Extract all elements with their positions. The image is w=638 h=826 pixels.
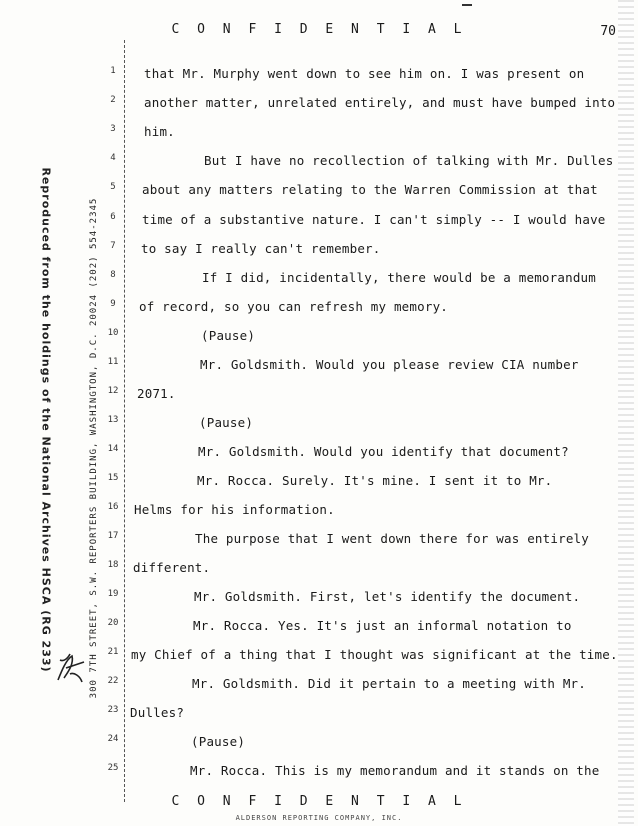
transcript-line: Dulles? bbox=[130, 705, 185, 720]
transcript-line: Mr. Goldsmith. Did it pertain to a meeting with Mr. bbox=[192, 676, 587, 691]
transcript-line: Mr. Rocca. This is my memorandum and it stands on the bbox=[190, 763, 600, 778]
transcript-line: 2071. bbox=[137, 386, 176, 401]
page-footer: C O N F I D E N T I A L bbox=[171, 794, 467, 809]
transcript-line: to say I really can't remember. bbox=[141, 241, 381, 256]
transcript-line: different. bbox=[133, 560, 211, 575]
transcript-line: If I did, incidentally, there would be a memorandum bbox=[202, 270, 597, 285]
transcript-line: But I have no recollection of talking with Mr. Dulles bbox=[204, 153, 614, 168]
transcript-line: (Pause) bbox=[199, 415, 254, 430]
line-number: 12 bbox=[107, 386, 119, 396]
line-number: 9 bbox=[110, 299, 116, 309]
transcript-line: Mr. Goldsmith. Would you please review CIA number bbox=[200, 357, 579, 372]
line-number: 18 bbox=[107, 560, 119, 570]
line-number: 6 bbox=[110, 212, 116, 222]
line-number: 24 bbox=[107, 734, 119, 744]
line-number: 10 bbox=[107, 328, 119, 338]
transcript-line: Helms for his information. bbox=[134, 502, 335, 517]
transcript-line: Mr. Goldsmith. First, let's identify the document. bbox=[194, 589, 581, 604]
line-number: 1 bbox=[110, 66, 116, 76]
line-number: 4 bbox=[110, 153, 116, 163]
line-number: 22 bbox=[107, 676, 119, 686]
transcript-line: (Pause) bbox=[201, 328, 256, 343]
transcript-line: of record, so you can refresh my memory. bbox=[139, 299, 449, 314]
page-number: 70 bbox=[600, 24, 616, 39]
transcript-line: Mr. Rocca. Surely. It's mine. I sent it to Mr. bbox=[197, 473, 553, 488]
transcript-line: him. bbox=[144, 124, 175, 139]
line-number: 5 bbox=[110, 182, 116, 192]
transcript-line: time of a substantive nature. I can't simply -- I would have bbox=[142, 212, 606, 227]
top-mark bbox=[462, 0, 472, 6]
reporter-address: 300 7TH STREET, S.W. REPORTERS BUILDING, WASHINGTON, D.C. 20024 (202) 554-2345 bbox=[89, 197, 99, 699]
transcript-line: Mr. Goldsmith. Would you identify that document? bbox=[198, 444, 569, 459]
page-header: C O N F I D E N T I A L bbox=[171, 22, 467, 37]
transcript-line: another matter, unrelated entirely, and must have bumped into bbox=[144, 95, 616, 110]
handwritten-initials bbox=[54, 650, 88, 686]
transcript-line: my Chief of a thing that I thought was significant at the time. bbox=[131, 647, 618, 662]
line-number: 7 bbox=[110, 241, 116, 251]
reporting-company: ALDERSON REPORTING COMPANY, INC. bbox=[235, 814, 403, 822]
line-number: 23 bbox=[107, 705, 119, 715]
archive-note: Reproduced from the holdings of the National Archives HSCA (RG 233) bbox=[39, 167, 53, 673]
line-number: 2 bbox=[110, 95, 116, 105]
line-number: 15 bbox=[107, 473, 119, 483]
line-number: 16 bbox=[107, 502, 119, 512]
line-number: 8 bbox=[110, 270, 116, 280]
line-number: 25 bbox=[107, 763, 119, 773]
line-number: 13 bbox=[107, 415, 119, 425]
margin-line bbox=[124, 40, 125, 802]
line-number: 11 bbox=[107, 357, 119, 367]
line-number: 3 bbox=[110, 124, 116, 134]
transcript-line: Mr. Rocca. Yes. It's just an informal notation to bbox=[193, 618, 572, 633]
line-number: 20 bbox=[107, 618, 119, 628]
line-number: 17 bbox=[107, 531, 119, 541]
transcript-line: The purpose that I went down there for was entirely bbox=[195, 531, 590, 546]
line-number: 14 bbox=[107, 444, 119, 454]
transcript-line: (Pause) bbox=[191, 734, 246, 749]
line-number: 19 bbox=[107, 589, 119, 599]
transcript-line: that Mr. Murphy went down to see him on. I was present on bbox=[144, 66, 585, 81]
line-number: 21 bbox=[107, 647, 119, 657]
scan-edge bbox=[618, 0, 634, 826]
transcript-line: about any matters relating to the Warren Commission at that bbox=[142, 182, 598, 197]
